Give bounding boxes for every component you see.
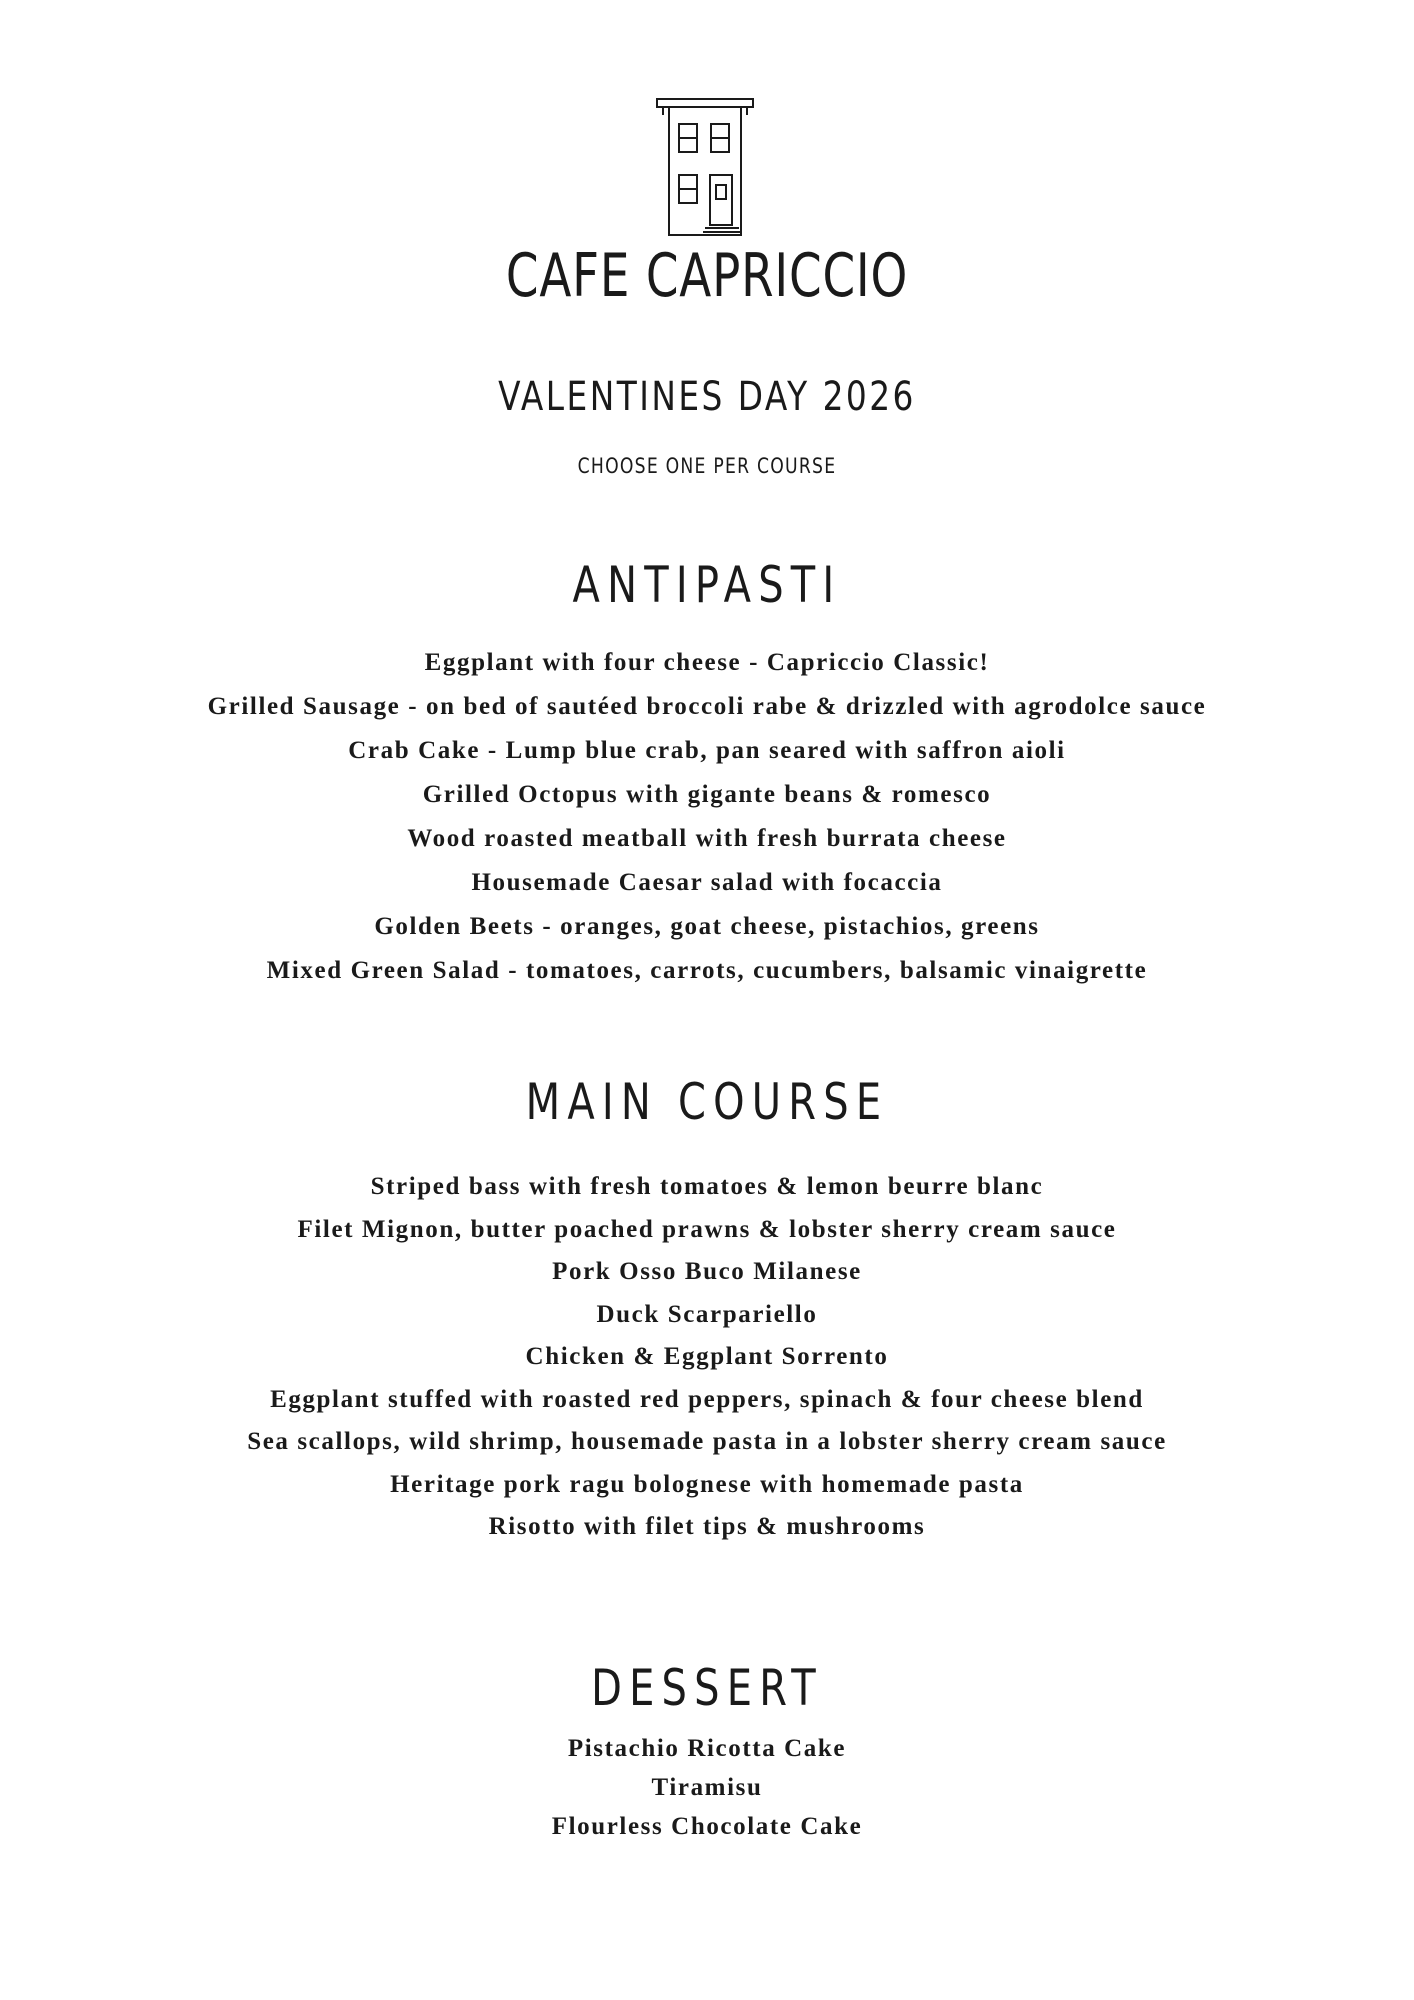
list-item: Striped bass with fresh tomatoes & lemon beurre blanc <box>370 1173 1044 1200</box>
list-item: Pork Osso Buco Milanese <box>552 1258 862 1285</box>
list-item: Grilled Octopus with gigante beans & romesco <box>422 781 992 808</box>
section-title-main-course: MAIN COURSE <box>525 1073 889 1131</box>
section-title-antipasti: ANTIPASTI <box>572 556 842 614</box>
list-item: Eggplant stuffed with roasted red peppers, spinach & four cheese blend <box>270 1385 1144 1413</box>
list-item: Pistachio Ricotta Cake <box>567 1735 847 1762</box>
section-title-dessert: DESSERT <box>591 1659 823 1717</box>
list-item: Filet Mignon, butter poached prawns & lobster sherry cream sauce <box>297 1215 1117 1243</box>
brand-name: CAFE CAPRICCIO <box>505 241 909 311</box>
list-item: Mixed Green Salad - tomatoes, carrots, cucumbers, balsamic vinaigrette <box>266 957 1148 984</box>
list-item: Tiramisu <box>651 1774 763 1801</box>
list-item: Heritage pork ragu bolognese with homemade pasta <box>390 1470 1024 1498</box>
main-course-list <box>0 1166 1414 1549</box>
list-item: Chicken & Eggplant Sorrento <box>525 1343 889 1370</box>
list-item: Housemade Caesar salad with focaccia <box>471 869 943 896</box>
townhouse-building-icon <box>655 97 755 237</box>
list-item: Duck Scarpariello <box>596 1300 818 1328</box>
list-item: Risotto with filet tips & mushrooms <box>488 1513 926 1540</box>
list-item: Eggplant with four cheese - Capriccio Classic! <box>424 649 990 676</box>
event-title: VALENTINES DAY 2026 <box>498 374 916 420</box>
list-item: Crab Cake - Lump blue crab, pan seared with saffron aioli <box>348 737 1066 764</box>
list-item: Flourless Chocolate Cake <box>551 1813 863 1840</box>
dessert-list <box>0 1729 1414 1846</box>
list-item: Grilled Sausage - on bed of sautéed broccoli rabe & drizzled with agrodolce sauce <box>207 693 1207 720</box>
list-item: Wood roasted meatball with fresh burrata cheese <box>407 825 1007 852</box>
list-item: Sea scallops, wild shrimp, housemade pasta in a lobster sherry cream sauce <box>247 1428 1167 1455</box>
course-instructions: CHOOSE ONE PER COURSE <box>577 454 837 478</box>
antipasti-list <box>0 641 1414 993</box>
list-item: Golden Beets - oranges, goat cheese, pistachios, greens <box>374 913 1040 940</box>
